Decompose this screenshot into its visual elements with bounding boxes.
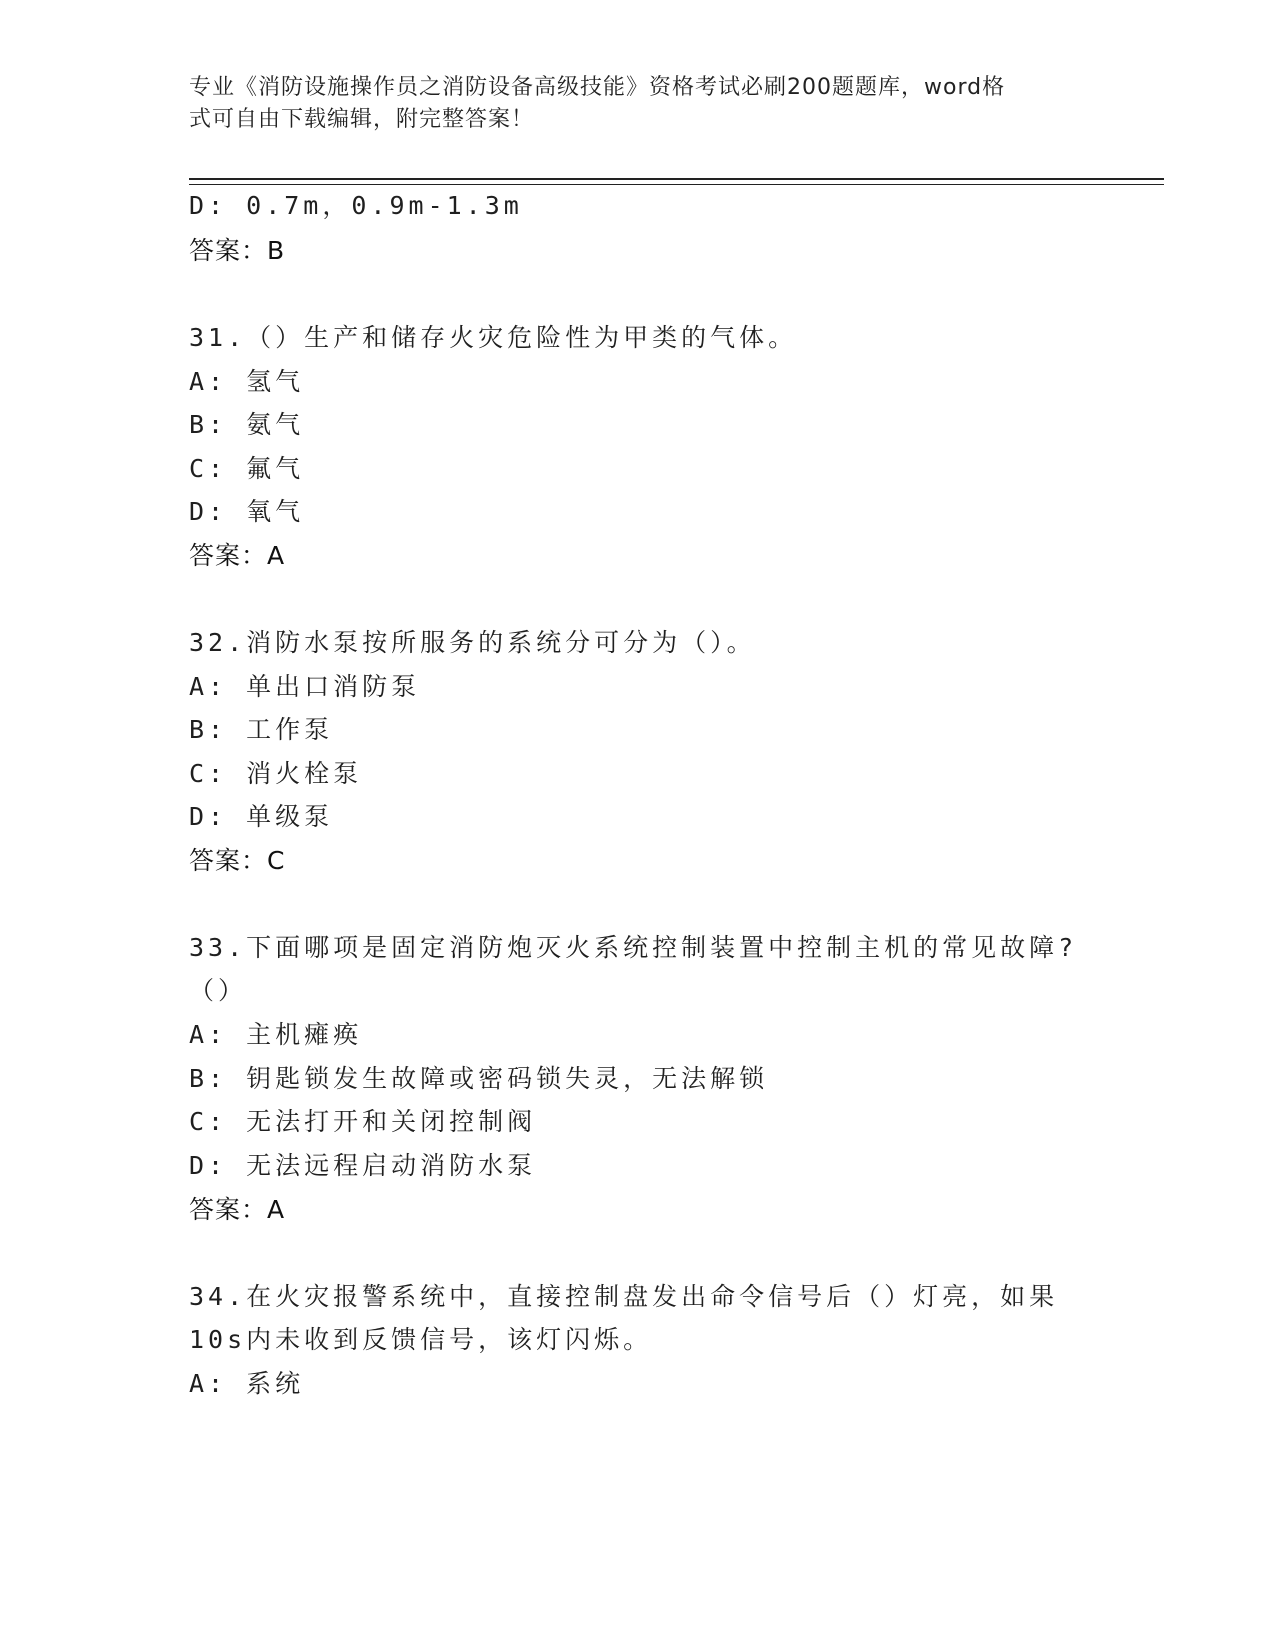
header-line-2: 式可自由下载编辑，附完整答案！ [189,107,535,132]
question-31-option-c: C: 氟气 [189,454,305,483]
question-33-option-d: D: 无法远程启动消防水泵 [189,1151,537,1180]
question-34-stem-line-1: 34.在火灾报警系统中，直接控制盘发出命令信号后（）灯亮，如果 [189,1282,1059,1311]
header-divider-thick [189,178,1164,180]
question-33-stem-line-1: 33.下面哪项是固定消防炮灭火系统控制装置中控制主机的常见故障? [189,933,1078,962]
prev-answer: 答案：B [189,236,286,265]
question-33-option-b: B: 钥匙锁发生故障或密码锁失灵，无法解锁 [189,1064,769,1093]
question-34-option-a: A: 系统 [189,1369,305,1398]
question-32-stem: 32.消防水泵按所服务的系统分可分为（）。 [189,628,756,657]
question-31-stem: 31.（）生产和储存火灾危险性为甲类的气体。 [189,323,798,352]
question-34-stem-line-2: 10s内未收到反馈信号，该灯闪烁。 [189,1325,653,1354]
document-header [189,72,1089,136]
question-32-option-a: A: 单出口消防泵 [189,672,421,701]
question-31-option-a: A: 氢气 [189,367,305,396]
question-32-option-c: C: 消火栓泵 [189,759,363,788]
header-line-1: 专业《消防设施操作员之消防设备高级技能》资格考试必刷200题题库，word格 [189,75,1006,100]
question-31-option-d: D: 氧气 [189,497,305,526]
question-33-option-a: A: 主机瘫痪 [189,1020,363,1049]
question-32-answer: 答案：C [189,846,286,875]
header-divider-thin [189,184,1164,185]
question-32-option-b: B: 工作泵 [189,715,334,744]
question-31-option-b: B: 氨气 [189,410,305,439]
question-33-option-c: C: 无法打开和关闭控制阀 [189,1107,537,1136]
question-32-option-d: D: 单级泵 [189,802,334,831]
question-33-answer: 答案：A [189,1195,286,1224]
question-31-answer: 答案：A [189,541,286,570]
prev-option-d: D: 0.7m，0.9m-1.3m [189,191,523,220]
question-33-stem-line-2: （） [189,976,248,1005]
